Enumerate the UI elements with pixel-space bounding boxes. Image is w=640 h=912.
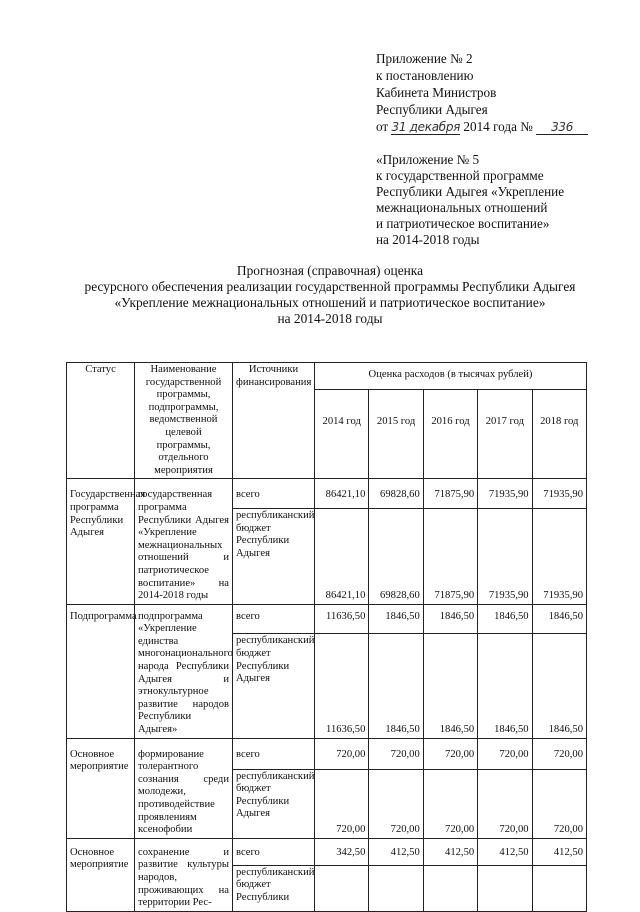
appendix-line: Кабинета Министров <box>376 85 497 100</box>
total-value: 71935,90 <box>478 479 532 509</box>
budget-value <box>369 865 423 911</box>
budget-value: 720,00 <box>369 769 423 838</box>
handwritten-date: 31 декабря <box>391 120 461 134</box>
budget-value <box>315 865 369 911</box>
row-total-label: всего <box>233 738 315 769</box>
program-appendix-line: межнациональных отношений <box>376 200 548 215</box>
header-year: 2015 год <box>369 390 423 479</box>
budget-value: 86421,10 <box>315 508 369 604</box>
row-name: сохранение и развитие культуры народов, проживающих на территории Рес- <box>135 838 233 911</box>
row-status: Основное мероприятие <box>67 738 135 838</box>
budget-value: 71935,90 <box>478 508 532 604</box>
handwritten-number: 336 <box>536 120 588 135</box>
total-value: 720,00 <box>315 738 369 769</box>
row-budget-label: республиканский бюджет Республики Адыгея <box>233 634 315 738</box>
header-estimate: Оценка расходов (в тысячах рублей) <box>315 363 587 390</box>
appendix-line: Республики Адыгея <box>376 102 488 117</box>
row-budget-label: республиканский бюджет Республики <box>233 865 315 911</box>
budget-value: 71935,90 <box>532 508 586 604</box>
budget-value <box>423 865 477 911</box>
total-value: 342,50 <box>315 838 369 865</box>
budget-value: 71875,90 <box>423 508 477 604</box>
row-total-label: всего <box>233 479 315 509</box>
budget-value: 720,00 <box>478 769 532 838</box>
row-total-label: всего <box>233 838 315 865</box>
total-value: 412,50 <box>423 838 477 865</box>
total-value: 71875,90 <box>423 479 477 509</box>
header-name: Наименование государственной программы, подпрограммы, ведомственной целевой программы, отдельного мероприятия <box>135 363 233 479</box>
program-appendix-line: Республики Адыгея «Укрепление <box>376 184 565 199</box>
appendix-date-line <box>376 118 588 135</box>
total-value: 1846,50 <box>478 604 532 634</box>
header-year: 2018 год <box>532 390 586 479</box>
total-value: 412,50 <box>369 838 423 865</box>
document-title <box>20 263 640 327</box>
budget-value: 720,00 <box>423 769 477 838</box>
header-source: Источники финансирования <box>233 363 315 479</box>
total-value: 86421,10 <box>315 479 369 509</box>
resource-estimate-table <box>66 362 587 912</box>
total-value: 1846,50 <box>532 604 586 634</box>
program-appendix-line: на 2014-2018 годы <box>376 232 480 247</box>
budget-value: 1846,50 <box>532 634 586 738</box>
budget-value: 11636,50 <box>315 634 369 738</box>
budget-value: 720,00 <box>315 769 369 838</box>
header-status: Статус <box>67 363 135 479</box>
row-status: Подпрограмма <box>67 604 135 738</box>
row-total-label: всего <box>233 604 315 634</box>
appendix-line: Приложение № 2 <box>376 51 473 66</box>
table-header-row <box>67 363 587 390</box>
header-year: 2014 год <box>315 390 369 479</box>
header-year: 2016 год <box>423 390 477 479</box>
title-line: «Укрепление межнациональных отношений и патриотическое воспитание» <box>114 295 546 310</box>
budget-value: 1846,50 <box>423 634 477 738</box>
program-appendix-line: к государственной программе <box>376 168 544 183</box>
title-line: Прогнозная (справочная) оценка <box>236 263 424 278</box>
date-prefix: от <box>376 119 389 134</box>
total-value: 412,50 <box>478 838 532 865</box>
budget-value: 69828,60 <box>369 508 423 604</box>
table-row <box>67 479 587 509</box>
total-value: 720,00 <box>369 738 423 769</box>
title-line: ресурсного обеспечения реализации государственной программы Республики Адыгея <box>84 279 576 294</box>
budget-value: 720,00 <box>532 769 586 838</box>
total-value: 69828,60 <box>369 479 423 509</box>
total-value: 71935,90 <box>532 479 586 509</box>
budget-value: 1846,50 <box>369 634 423 738</box>
appendix-block <box>376 50 588 135</box>
row-name: подпрограмма «Укрепление единства многонационального народа Республики Адыгея и этнокультурное развитие народов Республики Адыгея» <box>135 604 233 738</box>
program-appendix-block <box>376 152 564 248</box>
budget-value <box>478 865 532 911</box>
program-appendix-line: «Приложение № 5 <box>376 152 480 167</box>
title-line: на 2014-2018 годы <box>277 311 383 326</box>
table-row <box>67 838 587 865</box>
row-name: формирование толерантного сознания среди молодежи, противодействие проявлениям ксенофобии <box>135 738 233 838</box>
total-value: 1846,50 <box>369 604 423 634</box>
budget-value: 1846,50 <box>478 634 532 738</box>
total-value: 11636,50 <box>315 604 369 634</box>
appendix-line: к постановлению <box>376 68 474 83</box>
total-value: 720,00 <box>478 738 532 769</box>
row-status: Государственная программа Республики Адыгея <box>67 479 135 604</box>
row-budget-label: республиканский бюджет Республики Адыгея <box>233 508 315 604</box>
table-row <box>67 604 587 634</box>
row-budget-label: республиканский бюджет Республики Адыгея <box>233 769 315 838</box>
header-year: 2017 год <box>478 390 532 479</box>
total-value: 1846,50 <box>423 604 477 634</box>
total-value: 720,00 <box>532 738 586 769</box>
total-value: 412,50 <box>532 838 586 865</box>
budget-value <box>532 865 586 911</box>
year-text: 2014 года № <box>463 119 533 134</box>
program-appendix-line: и патриотическое воспитание» <box>376 216 550 231</box>
table-row <box>67 738 587 769</box>
total-value: 720,00 <box>423 738 477 769</box>
row-name: государственная программа Республики Адыгея «Укрепление межнациональных отношений и патриотическое воспитание» на 2014-2018 годы <box>135 479 233 604</box>
row-status: Основное мероприятие <box>67 838 135 911</box>
